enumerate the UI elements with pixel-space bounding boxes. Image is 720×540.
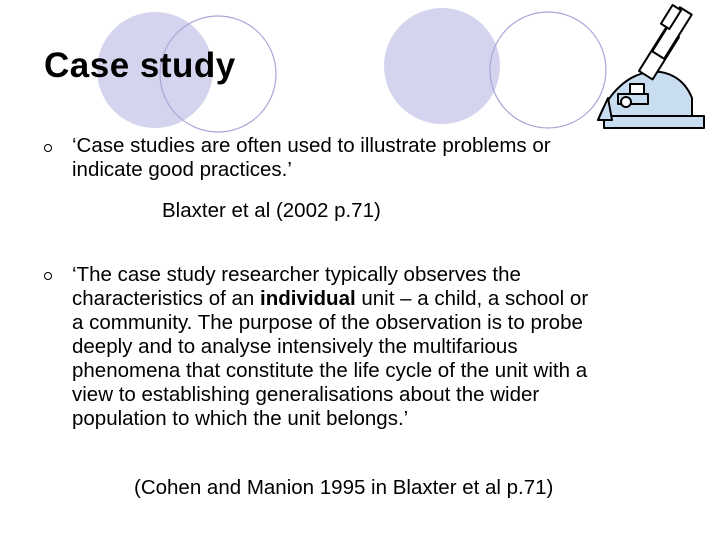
- bullet-2-line-1: ‘The case study researcher typically observes the: [72, 263, 521, 286]
- bullet-2-text: [72, 263, 588, 431]
- bullet-marker-1: [44, 144, 52, 152]
- bullet-marker-2: [44, 272, 52, 280]
- bullet-2-line-2: [72, 287, 588, 311]
- bullet-2-line-6: view to establishing generalisations about the wider: [72, 383, 540, 406]
- bullet-2-line-2-start: characteristics of an: [72, 287, 260, 310]
- bold-word-individual: individual: [260, 287, 356, 310]
- bullet-1-text: [72, 134, 551, 182]
- bullet-1-line-1: ‘Case studies are often used to illustrate problems or: [72, 134, 551, 157]
- bullet-2-line-5: phenomena that constitute the life cycle of the unit with a: [72, 359, 588, 382]
- bullet-2-citation: (Cohen and Manion 1995 in Blaxter et al p.71): [134, 476, 554, 499]
- slide-title: Case study: [44, 46, 236, 85]
- bullet-1-citation: Blaxter et al (2002 p.71): [162, 199, 381, 222]
- bullet-2-line-2-end: unit – a child, a school or: [355, 287, 589, 310]
- bullet-2-line-3: a community. The purpose of the observation is to probe: [72, 311, 583, 334]
- bullet-2-line-4: deeply and to analyse intensively the multifarious: [72, 335, 518, 358]
- bullet-2-line-7: population to which the unit belongs.’: [72, 407, 409, 430]
- bullet-1-line-2: indicate good practices.’: [72, 158, 292, 181]
